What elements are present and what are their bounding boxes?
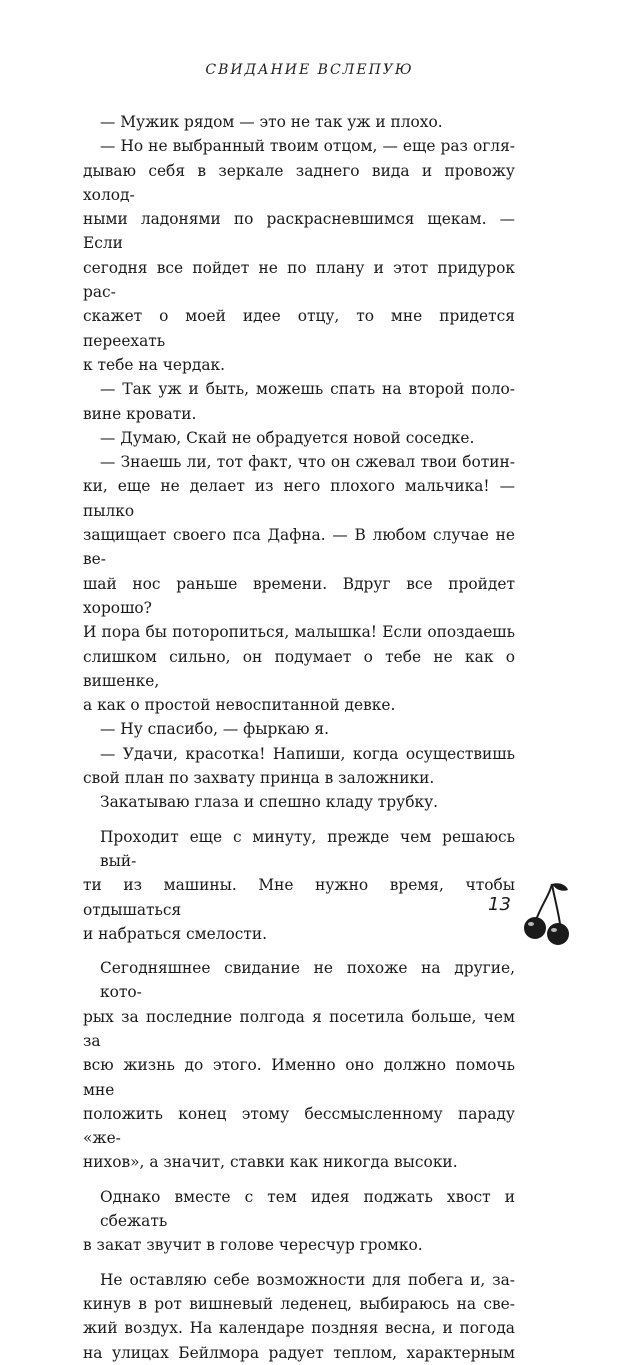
running-title: СВИДАНИЕ ВСЛЕПУЮ [205, 62, 414, 78]
text-line: — Ну спасибо, — фыркаю я. [100, 720, 330, 739]
text-line: Закатываю глаза и спешно кладу трубку. [100, 793, 439, 812]
paragraph [83, 1268, 515, 1365]
text-line: Проходит еще с минуту, прежде чем решаюсь вый- [100, 827, 515, 870]
text-line: шай нос раньше времени. Вдруг все пройдет хорошо? [83, 574, 515, 617]
text-line: жий воздух. На календаре поздняя весна, и погода [83, 1319, 515, 1338]
text-line: Сегодняшнее свидание не похоже на другие, кото- [100, 959, 515, 1002]
text-line: И пора бы поторопиться, малышка! Если опоздаешь [83, 623, 515, 642]
text-line: рых за последние полгода я посетила больше, чем за [83, 1007, 515, 1050]
paragraph [83, 1185, 515, 1258]
text-line: к тебе на чердак. [83, 355, 226, 374]
cherry-icon [522, 880, 572, 948]
paragraph [100, 110, 515, 134]
text-line: дываю себя в зеркале заднего вида и провожу холод- [83, 161, 515, 204]
text-line: — Думаю, Скай не обрадуется новой соседке. [100, 428, 475, 447]
text-line: Не оставляю себе возможности для побега и, за- [100, 1270, 515, 1289]
text-line: вине кровати. [83, 404, 197, 423]
page-number: 13 [488, 894, 511, 915]
text-line: — Так уж и быть, можешь спать на второй поло- [100, 380, 515, 399]
text-line: свой план по захвату принца в заложники. [83, 769, 435, 788]
text-line: всю жизнь до этого. Именно оно должно помочь мне [83, 1056, 515, 1099]
text-line: ки, еще не делает из него плохого мальчика! — пылко [83, 477, 515, 520]
text-line: защищает своего пса Дафна. — В любом случае не ве- [83, 526, 515, 569]
paragraph [100, 717, 515, 741]
paragraph [100, 426, 515, 450]
text-line: ти из машины. Мне нужно время, чтобы отдышаться [83, 876, 515, 919]
text-line: скажет о моей идее отцу, то мне придется переехать [83, 307, 515, 350]
text-line: в закат звучит в голове чересчур громко. [83, 1236, 423, 1255]
text-line: и набраться смелости. [83, 924, 268, 943]
body-text [83, 110, 515, 1365]
text-line: — Знаешь ли, тот факт, что он сжевал твои ботин- [100, 453, 515, 472]
text-line: а как о простой невоспитанной девке. [83, 696, 396, 715]
text-line: нихов», а значит, ставки как никогда высоки. [83, 1153, 458, 1172]
paragraph [83, 377, 515, 426]
paragraph [100, 790, 515, 814]
paragraph [83, 134, 515, 377]
text-line: — Удачи, красотка! Напиши, когда осуществишь [100, 744, 515, 763]
text-line: слишком сильно, он подумает о тебе не как о вишенке, [83, 647, 515, 690]
paragraph [83, 956, 515, 1175]
text-line: кинув в рот вишневый леденец, выбираюсь на све- [83, 1294, 515, 1313]
page-footer [480, 880, 580, 950]
text-line: сегодня все пойдет не по плану и этот придурок рас- [83, 258, 515, 302]
text-line: — Но не выбранный твоим отцом, — еще раз огля- [100, 137, 515, 156]
text-line: Однако вместе с тем идея поджать хвост и сбежать [100, 1187, 515, 1231]
paragraph [83, 742, 515, 791]
paragraph [83, 825, 515, 946]
paragraph [83, 450, 515, 717]
text-line: положить конец этому бессмысленному параду «же- [83, 1104, 515, 1148]
text-line: — Мужик рядом — это не так уж и плохо. [100, 113, 443, 131]
text-line: на улицах Бейлмора радует теплом, характерным [83, 1343, 515, 1362]
text-line: ными ладонями по раскрасневшимся щекам. — Если [83, 210, 515, 253]
